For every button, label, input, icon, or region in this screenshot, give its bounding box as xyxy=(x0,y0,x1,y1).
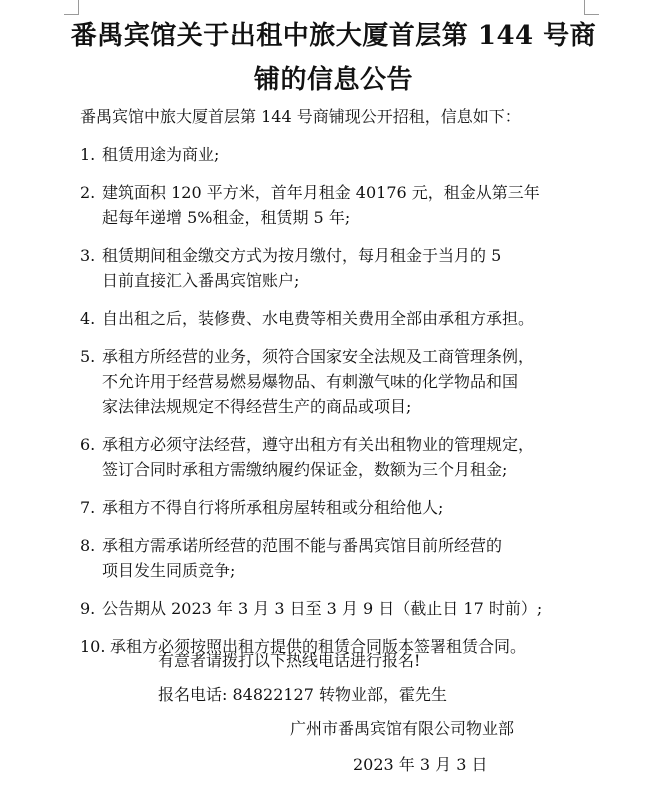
term-text-line: 日前直接汇入番禺宾馆账户; xyxy=(102,271,300,290)
crop-mark-top-left xyxy=(64,0,79,15)
title-line-2: 铺的信息公告 xyxy=(253,65,413,95)
issue-date: 2023 年 3 月 3 日 xyxy=(353,755,488,774)
hotline-note: 有意者请拨打以下热线电话进行报名! xyxy=(158,651,421,670)
term-item xyxy=(80,243,620,293)
term-item xyxy=(80,596,620,621)
issuing-organization: 广州市番禺宾馆有限公司物业部 xyxy=(290,719,515,738)
term-text xyxy=(102,495,620,520)
term-text xyxy=(102,180,620,230)
term-text-line: 承租方必须按照出租方提供的租赁合同版本签署租赁合同。 xyxy=(110,637,527,656)
term-item xyxy=(80,344,620,419)
term-text-line: 公告期从 2023 年 3 月 3 日至 3 月 9 日（截止日 17 时前）; xyxy=(102,599,543,618)
term-text-line: 签订合同时承租方需缴纳履约保证金，数额为三个月租金; xyxy=(102,460,508,479)
term-number: 9. xyxy=(80,599,96,618)
term-text-line: 承租方必须守法经营，遵守出租方有关出租物业的管理规定， xyxy=(102,435,535,454)
term-text xyxy=(102,432,620,482)
term-text xyxy=(102,533,620,583)
term-text-line: 建筑面积 120 平方米，首年月租金 40176 元，租金从第三年 xyxy=(102,183,540,202)
title-line-1: 番禺宾馆关于出租中旅大厦首层第 144 号商 xyxy=(70,21,597,51)
term-text-line: 承租方不得自行将所承租房屋转租或分租给他人; xyxy=(102,498,444,517)
term-number: 1. xyxy=(80,145,96,164)
term-item xyxy=(80,306,620,331)
term-item xyxy=(80,180,620,230)
term-text xyxy=(102,306,620,331)
term-number: 10. xyxy=(80,637,106,656)
term-text-line: 起每年递增 5%租金，租赁期 5 年; xyxy=(102,208,351,227)
term-number: 5. xyxy=(80,347,96,366)
term-text-line: 自出租之后，装修费、水电费等相关费用全部由承租方承担。 xyxy=(102,309,535,328)
term-text xyxy=(102,142,620,167)
term-item xyxy=(80,142,620,167)
term-text-line: 家法律法规规定不得经营生产的商品或项目; xyxy=(102,397,412,416)
term-item xyxy=(80,432,620,482)
term-item xyxy=(80,533,620,583)
term-number: 6. xyxy=(80,435,96,454)
term-item xyxy=(80,495,620,520)
term-text-line: 租赁用途为商业; xyxy=(102,145,220,164)
term-text-line: 项目发生同质竞争; xyxy=(102,561,236,580)
term-text-line: 承租方所经营的业务，须符合国家安全法规及工商管理条例， xyxy=(102,347,535,366)
registration-phone: 报名电话: 84822127 转物业部，霍先生 xyxy=(158,685,448,704)
terms-list xyxy=(80,142,620,672)
crop-mark-top-right xyxy=(584,0,599,15)
document-title xyxy=(40,14,627,102)
term-text xyxy=(102,596,620,621)
term-text-line: 租赁期间租金缴交方式为按月缴付，每月租金于当月的 5 xyxy=(102,246,502,265)
term-number: 7. xyxy=(80,498,96,517)
term-number: 3. xyxy=(80,246,96,265)
term-text-line: 承租方需承诺所经营的范围不能与番禺宾馆目前所经营的 xyxy=(102,536,503,555)
term-number: 2. xyxy=(80,183,96,202)
term-text xyxy=(102,344,620,419)
term-text xyxy=(102,243,620,293)
intro-paragraph: 番禺宾馆中旅大厦首层第 144 号商铺现公开招租，信息如下： xyxy=(80,107,521,126)
term-text-line: 不允许用于经营易燃易爆物品、有刺激气味的化学物品和国 xyxy=(102,372,519,391)
term-number: 8. xyxy=(80,536,96,555)
term-number: 4. xyxy=(80,309,96,328)
